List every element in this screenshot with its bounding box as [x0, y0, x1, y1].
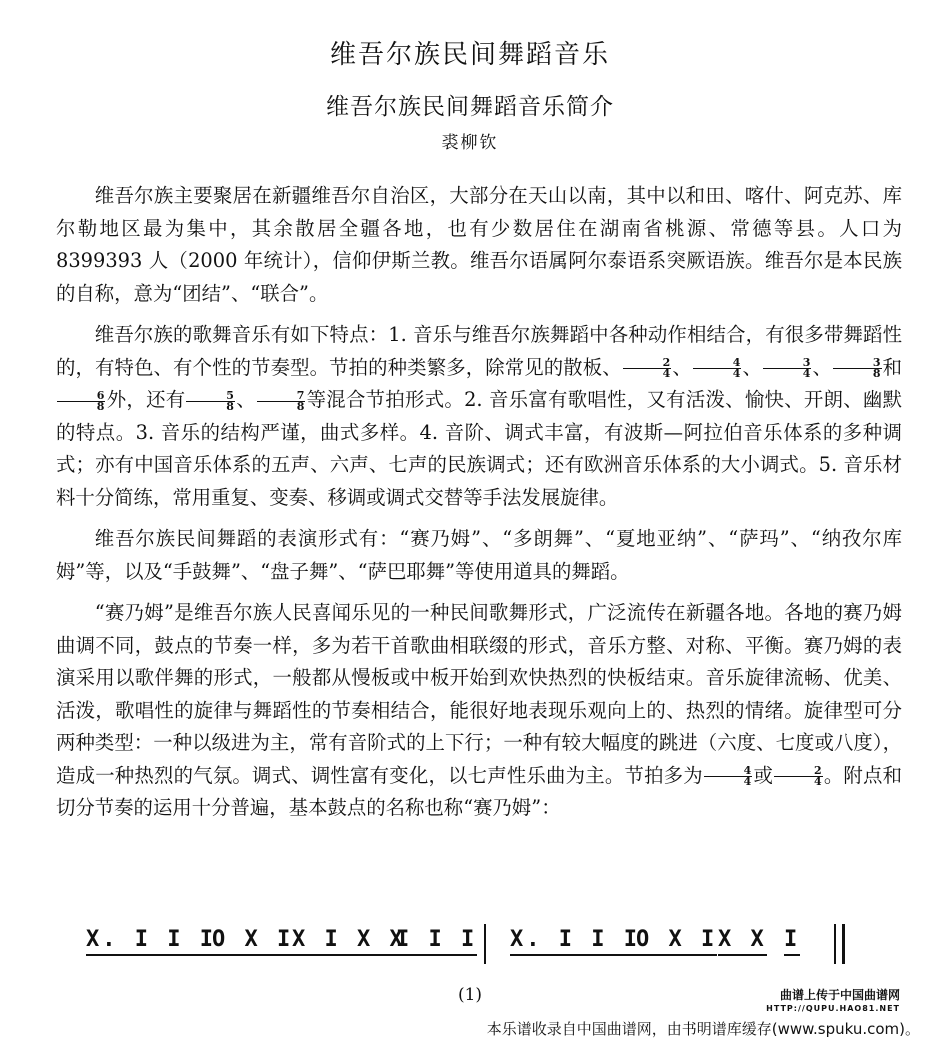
barline — [484, 924, 486, 964]
paragraph-intro: 维吾尔族主要聚居在新疆维吾尔自治区，大部分在天山以南，其中以和田、喀什、阿克苏、库尔勒地区最为集中，其余散居全疆各地，也有少数居住在湖南省桃源、常德等县。人口为 8399393 人（2000 年统计），信仰伊斯兰教。维吾尔语属阿尔泰语系突厥语族。维吾尔是本民族的自称，意为“团结”、“联合”。 — [56, 184, 902, 305]
meter-2-4-b: $\frac{2}{4}$ — [774, 766, 822, 787]
features-text-3: 等混合节拍形式。2. 音乐富有歌唱性，又有活泼、愉快、开朗、幽默的特点。3. 音乐的结构严谨，曲式多样。4. 音阶、调式丰富，有波斯—阿拉伯音乐体系的多种调式；亦有中国音乐体系的五声、六声、七声的民族调式；还有欧洲音乐体系的大小调式。5. 音乐材料十分简练，常用重复、变奏、移调或调式交替等手法发展旋律。 — [56, 388, 903, 509]
rhythm-beat: X. I I I — [510, 928, 640, 956]
meter-3-8: $\frac{3}{8}$ — [833, 358, 881, 379]
drum-pattern-notation — [86, 924, 866, 964]
rhythm-beat: X I X X — [292, 928, 406, 956]
document-title: 维吾尔族民间舞蹈音乐 — [329, 40, 610, 70]
watermark-url: HTTP://QUPU.HAO81.NET — [766, 1004, 900, 1013]
document-subtitle: 维吾尔族民间舞蹈音乐简介 — [326, 94, 614, 120]
sainaimu-text-1: “赛乃姆”是维吾尔族人民喜闻乐见的一种民间歌舞形式，广泛流传在新疆各地。各地的赛乃姆曲调不同，鼓点的节奏一样，多为若干首歌曲相联缀的形式，音乐方整、对称、平衡。赛乃姆的表演采用以歌伴舞的形式，一般都从慢板或中板开始到欢快热烈的快板结束。音乐旋律流畅、优美、活泼，歌唱性的旋律与舞蹈性的节奏相结合，能很好地表现乐观向上的、热烈的情绪。旋律型可分两种类型：一种以级进为主，常有音阶式的上下行；一种有较大幅度的跳进（六度、七度或八度），造成一种热烈的气氛。调式、调性富有变化，以七声性乐曲为主。节拍多为 — [56, 601, 902, 787]
footer-note: 本乐谱收录自中国曲谱网，由书明谱库缓存(www.spuku.com)。 — [486, 1020, 920, 1038]
paragraph-dance-forms: 维吾尔族民间舞蹈的表演形式有：“赛乃姆”、“多朗舞”、“夏地亚纳”、“萨玛”、“纳孜尔库姆”等，以及“手鼓舞”、“盘子舞”、“萨巴耶舞”等使用道具的舞蹈。 — [56, 527, 902, 583]
sainaimu-text-2: 。附点和切分节奏的运用十分普遍，基本鼓点的名称也称“赛乃姆”： — [56, 763, 903, 819]
watermark-site: 曲谱上传于中国曲谱网 — [779, 988, 900, 1002]
rhythm-beat: X. I I I — [86, 928, 216, 956]
meter-4-4: $\frac{4}{4}$ — [693, 358, 741, 379]
watermark — [766, 988, 900, 1016]
rhythm-beat: X X — [718, 928, 767, 956]
meter-7-8: $\frac{7}{8}$ — [257, 391, 305, 412]
meter-6-8: $\frac{6}{8}$ — [57, 391, 105, 412]
end-barline-thin — [834, 924, 836, 964]
article-body — [56, 180, 902, 834]
author-name: 裘柳钦 — [441, 133, 499, 153]
paragraph-sainaimu: “赛乃姆”是维吾尔族人民喜闻乐见的一种民间歌舞形式，广泛流传在新疆各地。各地的赛乃姆曲调不同，鼓点的节奏一样，多为若干首歌曲相联缀的形式，音乐方整、对称、平衡。赛乃姆的表演采用以歌伴舞的形式，一般都从慢板或中板开始到欢快热烈的快板结束。音乐旋律流畅、优美、活泼，歌唱性的旋律与舞蹈性的节奏相结合，能很好地表现乐观向上的、热烈的情绪。旋律型可分两种类型：一种以级进为主，常有音阶式的上下行；一种有较大幅度的跳进（六度、七度或八度），造成一种热烈的气氛。调式、调性富有变化，以七声性乐曲为主。节拍多为 $\frac{4}{4}$ 或 $\frac{2}{4}$ 。附点和切分节奏的运用十分普遍，基本鼓点的名称也称“赛乃姆”： — [56, 601, 903, 819]
rhythm-beat: O X I — [636, 928, 717, 956]
rhythm-beat: O X I — [212, 928, 293, 956]
meter-4-4-b: $\frac{4}{4}$ — [704, 766, 752, 787]
paragraph-features: 维吾尔族的歌舞音乐有如下特点：1. 音乐与维吾尔族舞蹈中各种动作相结合，有很多带舞蹈性的，有特色、有个性的节奏型。节拍的种类繁多，除常见的散板、 $\frac{2}{4}$ 、 $\frac{4}{4}$ 、 $\frac{3}{4}$ 、 $\frac{3}{8}$ 和 $\frac{6}{8}$ 外，还有 $\frac{5}{8}$ 、 $\frac{7}{8}$ 等混合节拍形式。2. 音乐富有歌唱性，又有活泼、愉快、开朗、幽默的特点。3. 音乐的结构严谨，曲式多样。4. 音阶、调式丰富，有波斯—阿拉伯音乐体系的多种调式；亦有中国音乐体系的五声、六声、七声的民族调式；还有欧洲音乐体系的大小调式。5. 音乐材料十分简练，常用重复、变奏、移调或调式交替等手法发展旋律。 — [56, 323, 903, 509]
meter-2-4: $\frac{2}{4}$ — [623, 358, 671, 379]
rhythm-beat: I I I — [396, 928, 477, 956]
page-number: (1) — [457, 985, 483, 1005]
rhythm-beat: I — [784, 928, 800, 956]
meter-3-4: $\frac{3}{4}$ — [763, 358, 811, 379]
features-text-2: 外，还有 — [106, 388, 186, 411]
meter-5-8: $\frac{5}{8}$ — [186, 391, 234, 412]
end-barline-thick — [842, 924, 845, 964]
features-text-1: 维吾尔族的歌舞音乐有如下特点：1. 音乐与维吾尔族舞蹈中各种动作相结合，有很多带舞蹈性的，有特色、有个性的节奏型。节拍的种类繁多，除常见的散板、 — [56, 323, 902, 379]
